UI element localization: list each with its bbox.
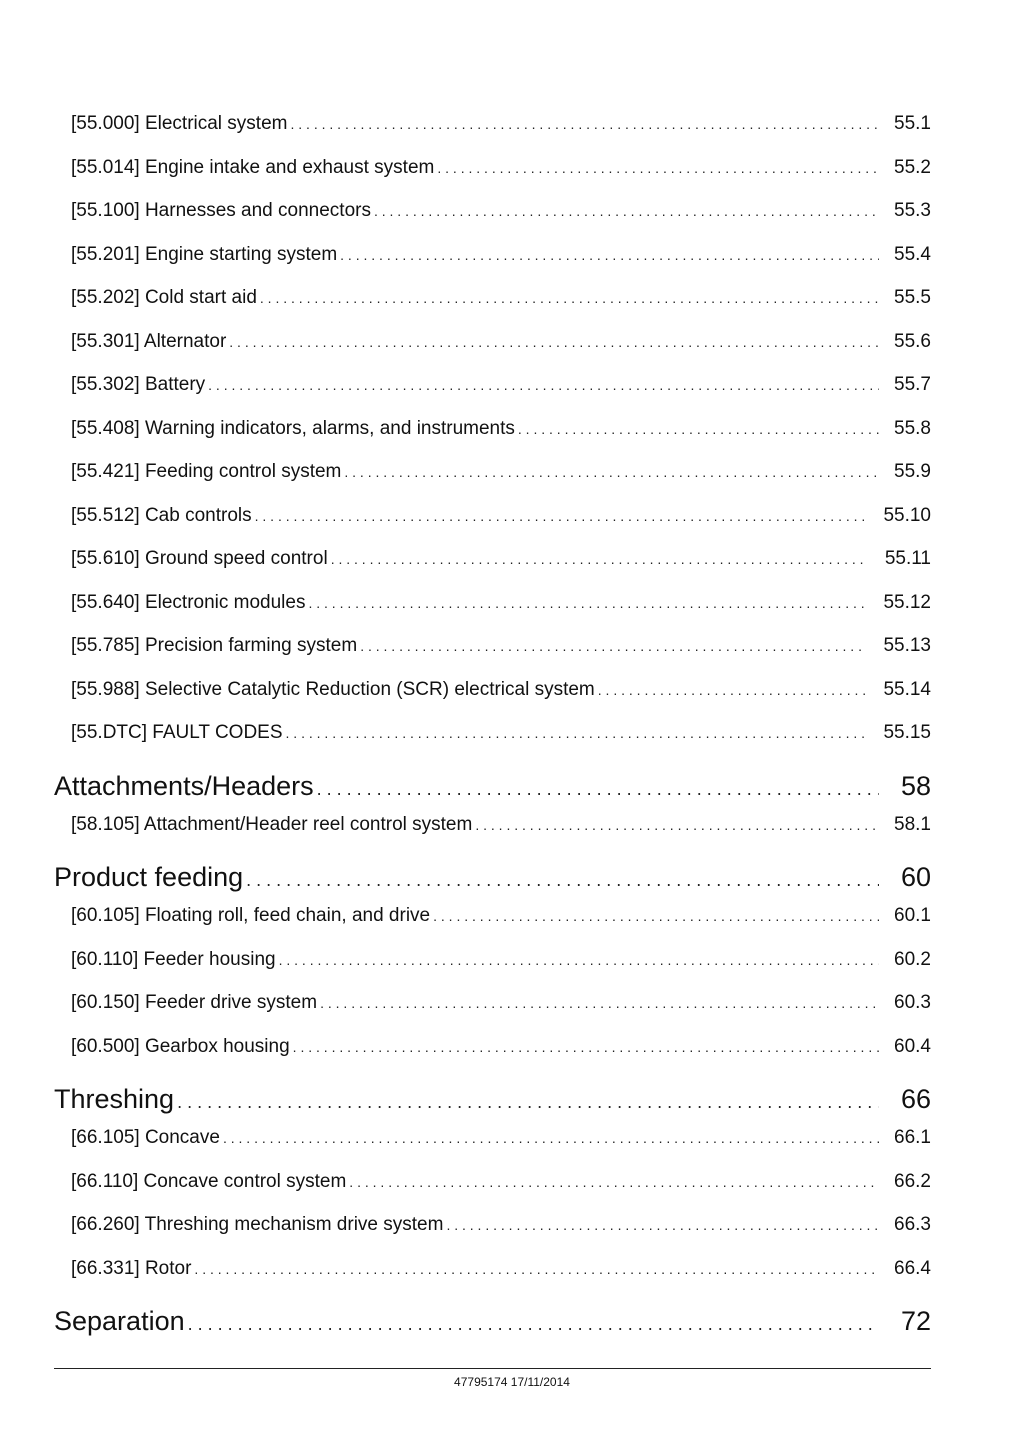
toc-entry-page: 60.1 — [894, 905, 931, 926]
toc-entry-page: 55.11 — [884, 548, 931, 569]
toc-entry[interactable] — [54, 193, 931, 237]
toc-entry[interactable] — [54, 541, 931, 585]
toc-entry-label: [60.105] Floating roll, feed chain, and drive — [71, 905, 431, 926]
toc-entry-page: 58.1 — [894, 813, 931, 835]
dot-leader — [475, 807, 879, 843]
toc-entry[interactable] — [54, 280, 931, 324]
toc-group-55 — [54, 106, 931, 759]
toc-section-title: Separation — [54, 1306, 185, 1336]
toc-entry[interactable] — [54, 150, 931, 194]
footer-document-id: 47795174 17/11/2014 — [454, 1375, 570, 1389]
toc-entry[interactable] — [54, 715, 931, 759]
dot-leader — [340, 237, 879, 273]
toc-entry-page: 66.3 — [894, 1214, 931, 1235]
toc-entry-label: [55.014] Engine intake and exhaust system — [71, 156, 435, 178]
toc-section-product-feeding[interactable] — [54, 850, 931, 898]
dot-leader — [177, 1075, 879, 1120]
dot-leader — [317, 762, 879, 807]
toc-section-page: 72 — [900, 1306, 931, 1336]
dot-leader — [208, 367, 879, 403]
toc-entry[interactable] — [54, 1164, 931, 1208]
toc-entry-page: 55.3 — [894, 200, 931, 221]
toc-section-title: Product feeding — [54, 862, 244, 892]
toc-entry[interactable] — [54, 411, 931, 455]
toc-entry-page: 55.8 — [894, 417, 931, 439]
toc-entry[interactable] — [54, 672, 931, 716]
toc-entry-page: 55.12 — [883, 591, 931, 613]
dot-leader — [437, 150, 879, 186]
dot-leader — [290, 106, 879, 142]
toc-entry-label: [66.110] Concave control system — [71, 1170, 347, 1192]
toc-entry[interactable] — [54, 585, 931, 629]
toc-entry-page: 55.4 — [894, 243, 931, 265]
toc-entry-page: 55.10 — [883, 504, 931, 526]
toc-entry-label: [55.301] Alternator — [71, 330, 227, 352]
dot-leader — [246, 853, 879, 898]
toc-entry-label: [55.DTC] FAULT CODES — [71, 722, 283, 743]
dot-leader — [374, 193, 879, 229]
toc-entry[interactable] — [54, 1120, 931, 1164]
toc-entry-label: [55.000] Electrical system — [71, 113, 288, 134]
toc-entry-label: [55.640] Electronic modules — [71, 591, 306, 613]
toc-entry-label: [55.988] Selective Catalytic Reduction (SCR) electrical system — [71, 678, 595, 700]
toc-entry-page: 55.2 — [894, 156, 931, 178]
toc-entry-label: [55.100] Harnesses and connectors — [71, 200, 371, 221]
toc-entry-label: [55.201] Engine starting system — [71, 243, 338, 265]
dot-leader — [293, 1029, 879, 1065]
dot-leader — [279, 942, 879, 978]
dot-leader — [360, 628, 867, 664]
toc-entry-page: 66.1 — [894, 1127, 931, 1148]
toc-entry-page: 55.7 — [894, 374, 931, 395]
toc-entry-label: [55.785] Precision farming system — [71, 635, 358, 656]
toc-entry[interactable] — [54, 324, 931, 368]
toc-entry[interactable] — [54, 1251, 931, 1295]
dot-leader — [188, 1297, 879, 1342]
toc-entry[interactable] — [54, 898, 931, 942]
toc-entry[interactable] — [54, 237, 931, 281]
toc-entry[interactable] — [54, 985, 931, 1029]
toc-entry-page: 66.4 — [894, 1257, 931, 1279]
dot-leader — [286, 715, 867, 751]
toc-entry[interactable] — [54, 106, 931, 150]
dot-leader — [260, 280, 879, 316]
toc-entry-page: 55.1 — [894, 113, 931, 134]
dot-leader — [229, 324, 879, 360]
dot-leader — [518, 411, 879, 447]
toc-entry[interactable] — [54, 367, 931, 411]
toc-entry-page: 55.5 — [894, 287, 931, 308]
toc-section-page: 60 — [900, 862, 931, 892]
toc-entry-page: 55.6 — [894, 330, 931, 352]
toc-entry[interactable] — [54, 454, 931, 498]
dot-leader — [349, 1164, 879, 1200]
dot-leader — [331, 541, 867, 577]
dot-leader — [598, 672, 867, 708]
toc-entry[interactable] — [54, 807, 931, 851]
toc-entry-page: 55.9 — [894, 461, 931, 482]
toc-entry-page: 60.3 — [894, 992, 931, 1013]
toc-entry[interactable] — [54, 942, 931, 986]
toc-entry-page: 55.13 — [883, 635, 931, 656]
toc-entry-label: [66.260] Threshing mechanism drive system — [71, 1214, 444, 1235]
toc-section-attachments-headers[interactable] — [54, 759, 931, 807]
dot-leader — [433, 898, 879, 934]
toc-entry-label: [66.331] Rotor — [71, 1257, 192, 1279]
dot-leader — [223, 1120, 879, 1156]
toc-section-title: Threshing — [54, 1084, 175, 1114]
dot-leader — [344, 454, 879, 490]
toc-section-title: Attachments/Headers — [54, 770, 314, 801]
toc-entry-label: [55.512] Cab controls — [71, 504, 252, 526]
dot-leader — [320, 985, 879, 1021]
toc-entry-page: 60.4 — [894, 1035, 931, 1057]
toc-entry-page: 55.15 — [883, 722, 931, 743]
toc-section-threshing[interactable] — [54, 1072, 931, 1120]
table-of-contents — [54, 106, 931, 1342]
toc-entry-label: [55.421] Feeding control system — [71, 461, 342, 482]
toc-entry-label: [60.110] Feeder housing — [71, 948, 276, 970]
toc-entry-label: [60.500] Gearbox housing — [71, 1035, 290, 1057]
toc-entry[interactable] — [54, 1029, 931, 1073]
toc-section-page: 58 — [900, 770, 931, 801]
toc-entry-label: [58.105] Attachment/Header reel control system — [71, 813, 473, 835]
dot-leader — [308, 585, 867, 621]
dot-leader — [255, 498, 867, 534]
toc-entry-page: 60.2 — [894, 948, 931, 970]
toc-entry-label: [55.610] Ground speed control — [71, 548, 328, 569]
toc-entry[interactable] — [54, 628, 931, 672]
toc-entry-page: 66.2 — [894, 1170, 931, 1192]
dot-leader — [194, 1251, 879, 1287]
dot-leader — [446, 1207, 879, 1243]
toc-entry-label: [55.408] Warning indicators, alarms, and instruments — [71, 417, 515, 439]
toc-section-separation[interactable] — [54, 1294, 931, 1342]
toc-entry[interactable] — [54, 498, 931, 542]
toc-section-page: 66 — [900, 1084, 931, 1114]
toc-entry-label: [60.150] Feeder drive system — [71, 992, 318, 1013]
toc-entry-label: [66.105] Concave — [71, 1127, 220, 1148]
toc-entry[interactable] — [54, 1207, 931, 1251]
toc-entry-label: [55.302] Battery — [71, 374, 206, 395]
toc-entry-page: 55.14 — [883, 678, 931, 700]
toc-entry-label: [55.202] Cold start aid — [71, 287, 257, 308]
footer-divider — [54, 1368, 931, 1369]
